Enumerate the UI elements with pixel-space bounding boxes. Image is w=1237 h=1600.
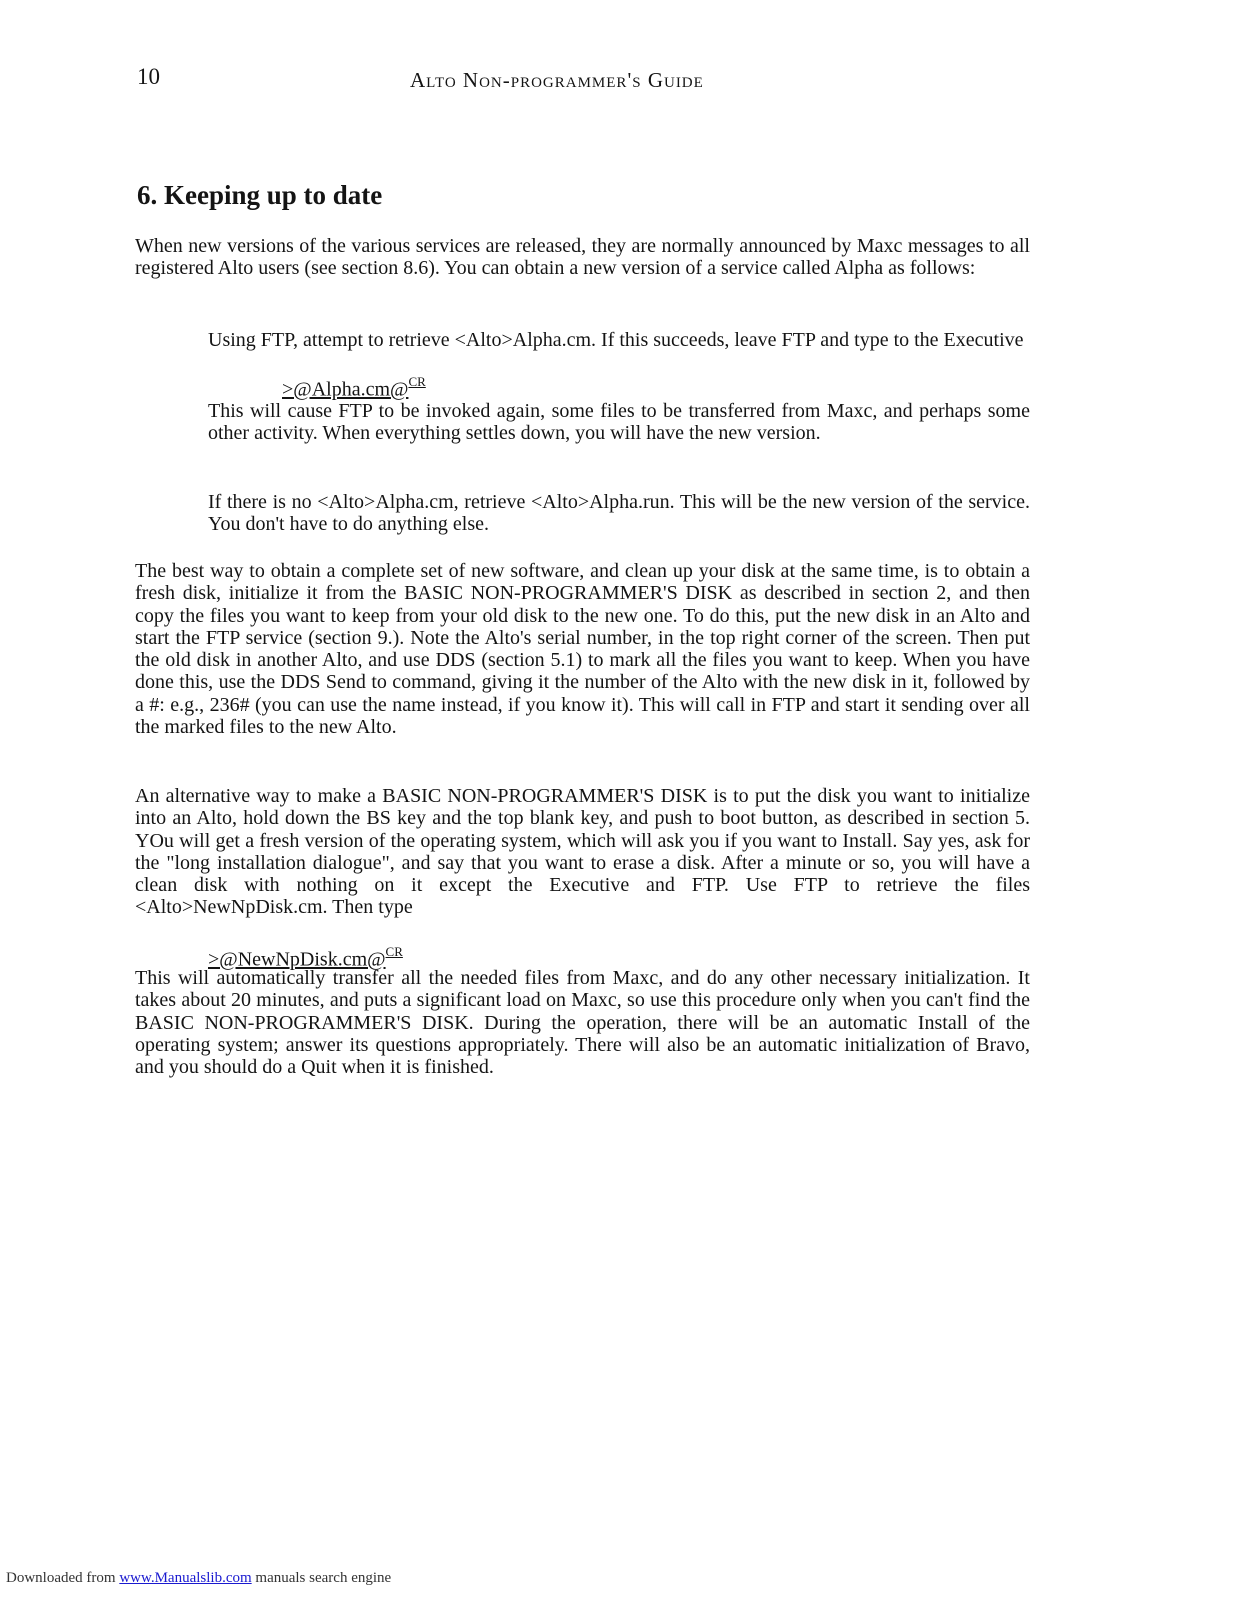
footer-suffix: manuals search engine <box>251 1570 392 1586</box>
carriage-return-key-2: CR <box>385 944 403 959</box>
footer-prefix: Downloaded from <box>6 1570 120 1586</box>
intro-paragraph: When new versions of the various services are released, they are normally announced by Maxc messages to all registered Alto users (see section 8.6). You can obtain a new version of a service called Alpha as follows: <box>135 235 1030 280</box>
manualslib-link[interactable]: www.Manualslib.com <box>119 1570 252 1586</box>
alpha-command-text: >@Alpha.cm@ <box>282 378 409 401</box>
page-number: 10 <box>137 64 160 89</box>
section-heading: 6. Keeping up to date <box>137 180 383 210</box>
alternative-paragraph: An alternative way to make a BASIC NON-PROGRAMMER'S DISK is to put the disk you want to initialize into an Alto, hold down the BS key and the top blank key, and push to boot button, as described in section 5. YOu will get a fresh version of the operating system, which will ask you if you want to Install. Say yes, ask for the "long installation dialogue", and say that you want to erase a disk. After a minute or so, you will have a clean disk with nothing on it except the Executive and FTP. Use FTP to retrieve the files <Alto>NewNpDisk.cm. Then type <box>135 785 1030 919</box>
step1-after-paragraph: This will cause FTP to be invoked again, some files to be transferred from Maxc, and perhaps some other activity. When everything settles down, you will have the new version. <box>208 400 1030 445</box>
best-way-paragraph: The best way to obtain a complete set of new software, and clean up your disk at the same time, is to obtain a fresh disk, initialize it from the BASIC NON-PROGRAMMER'S DISK as described in section 2, and then copy the files you want to keep from your old disk to the new one. To do this, put the new disk in an Alto and start the FTP service (section 9.). Note the Alto's serial number, in the top right corner of the screen. Then put the old disk in another Alto, and use DDS (section 5.1) to mark all the files you want to keep. When you have done this, use the DDS Send to command, giving it the number of the Alto with the new disk in it, followed by a #: e.g., 236# (you can use the name instead, if you know it). This will call in FTP and start it sending over all the marked files to the new Alto. <box>135 560 1030 739</box>
running-head: Alto Non-programmer's Guide <box>410 68 704 92</box>
step1-paragraph: Using FTP, attempt to retrieve <Alto>Alpha.cm. If this succeeds, leave FTP and type to the Executive <box>208 329 1024 351</box>
download-footer <box>6 1570 391 1587</box>
final-paragraph: This will automatically transfer all the needed files from Maxc, and do any other necessary initialization. It takes about 20 minutes, and puts a significant load on Maxc, so use this procedure only when you can't find the BASIC NON-PROGRAMMER'S DISK. During the operation, there will be an automatic Install of the operating system; answer its questions appropriately. There will also be an automatic initialization of Bravo, and you should do a Quit when it is finished. <box>135 967 1030 1079</box>
step2-paragraph: If there is no <Alto>Alpha.cm, retrieve <Alto>Alpha.run. This will be the new version of the service. You don't have to do anything else. <box>208 491 1030 536</box>
carriage-return-key: CR <box>408 374 426 389</box>
newnpdisk-command-text: >@NewNpDisk.cm@ <box>208 948 386 971</box>
alpha-command <box>282 373 426 401</box>
